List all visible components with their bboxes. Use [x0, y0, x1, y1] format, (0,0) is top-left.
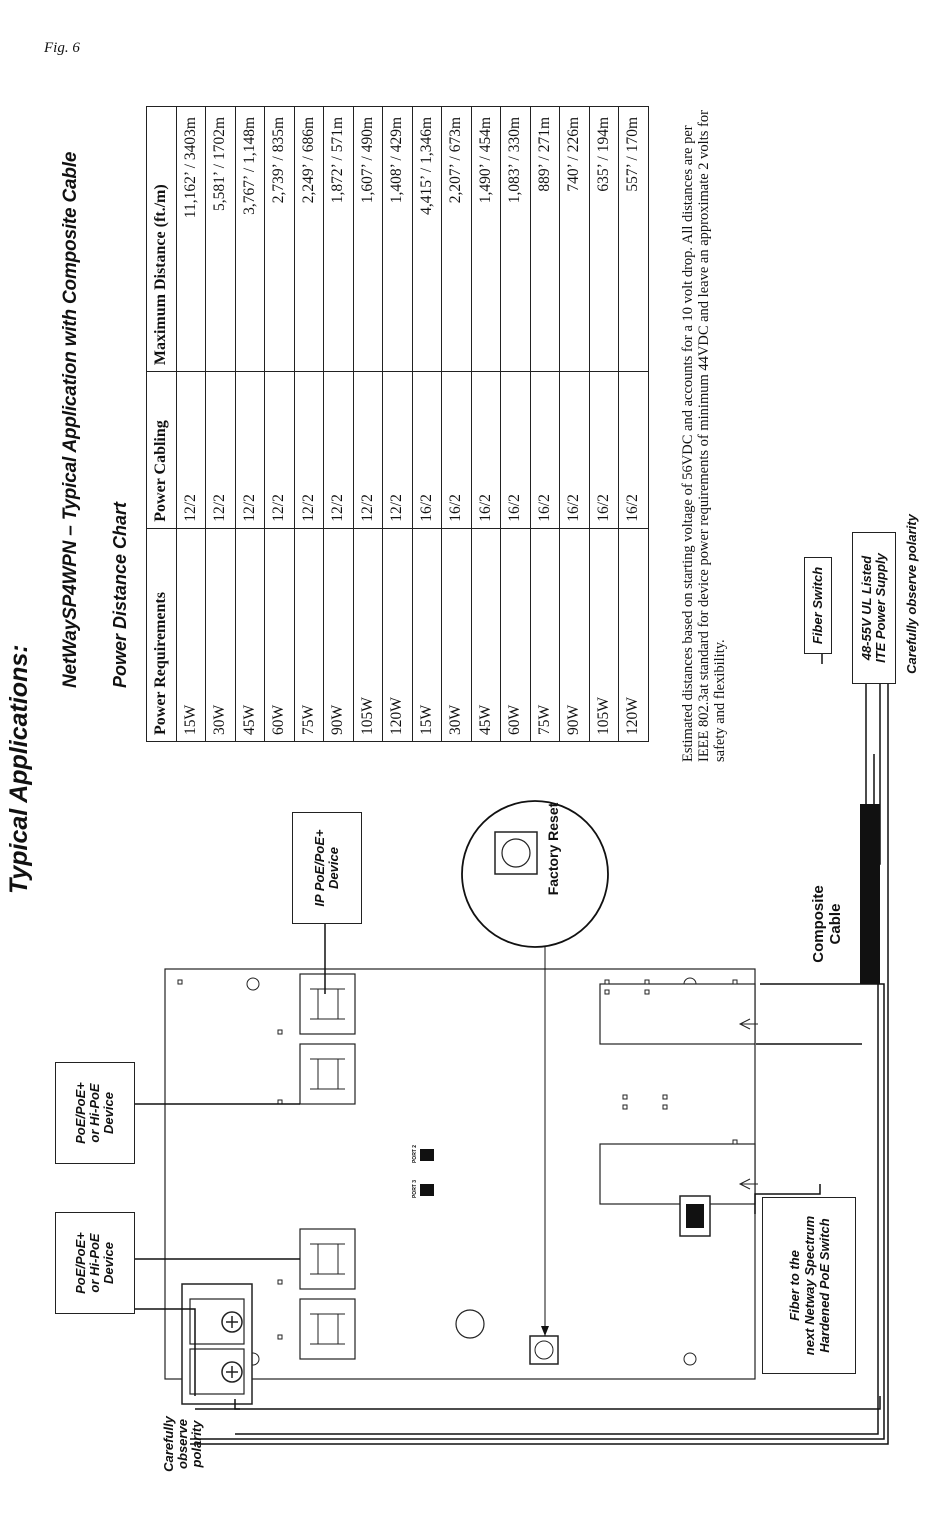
- power-cabling-cell: 12/2: [206, 372, 236, 529]
- max-distance-cell: 740’ / 226m: [560, 107, 590, 372]
- max-distance-cell: 1,490’ / 454m: [471, 107, 501, 372]
- power-cabling-cell: 12/2: [353, 372, 383, 529]
- max-distance-cell: 3,767’ / 1,148m: [235, 107, 265, 372]
- power-requirement-cell: 120W: [383, 528, 413, 741]
- fiber-switch-label: Fiber Switch: [810, 566, 825, 645]
- max-distance-cell: 557’ / 170m: [619, 107, 649, 372]
- max-distance-cell: 635’ / 194m: [589, 107, 619, 372]
- power-cabling-cell: 12/2: [383, 372, 413, 529]
- table-row: [206, 107, 236, 742]
- max-distance-cell: 1,083’ / 330m: [501, 107, 531, 372]
- power-cabling-cell: 12/2: [324, 372, 354, 529]
- sfp-cage: [600, 984, 755, 1044]
- power-requirement-cell: 45W: [235, 528, 265, 741]
- fiber-switch-box: [804, 557, 832, 654]
- col-power-cabling: Power Cabling: [147, 372, 177, 529]
- poe-device-label: PoE/PoE+: [73, 1232, 88, 1294]
- max-distance-cell: 2,207’ / 673m: [442, 107, 472, 372]
- power-cabling-cell: 16/2: [412, 372, 442, 529]
- table-body: [176, 107, 648, 742]
- port3-label: PORT 3: [412, 1179, 418, 1199]
- max-distance-cell: 4,415’ / 1,346m: [412, 107, 442, 372]
- max-distance-cell: 889’ / 271m: [530, 107, 560, 372]
- power-cabling-cell: 16/2: [501, 372, 531, 529]
- table-row: [471, 107, 501, 742]
- rj45-port-icon: [300, 1229, 355, 1289]
- rj45-port-icon: [300, 974, 355, 1034]
- power-cabling-cell: 12/2: [265, 372, 295, 529]
- power-requirement-cell: 90W: [560, 528, 590, 741]
- power-requirement-cell: 90W: [324, 528, 354, 741]
- poe-device-label: or Hi-PoE Device: [87, 1083, 116, 1143]
- page-title: Typical Applications:: [5, 644, 33, 894]
- table-row: [353, 107, 383, 742]
- port2-label: PORT 2: [412, 1144, 418, 1164]
- rj45-port-icon: [300, 1299, 355, 1359]
- power-requirement-cell: 120W: [619, 528, 649, 741]
- observe-polarity-left: Carefully observe polarity: [161, 1416, 204, 1472]
- figure-label: Fig. 6: [44, 40, 80, 56]
- power-supply-label: 48-55V UL Listed: [859, 555, 874, 661]
- power-supply-label: ITE Power Supply: [873, 553, 888, 663]
- power-requirement-cell: 105W: [353, 528, 383, 741]
- power-requirement-cell: 75W: [530, 528, 560, 741]
- power-cabling-cell: 16/2: [619, 372, 649, 529]
- col-power-requirements: Power Requirements: [147, 528, 177, 741]
- table-row: [619, 107, 649, 742]
- power-cabling-cell: 12/2: [235, 372, 265, 529]
- table-header-row: [147, 107, 177, 742]
- power-supply-box: [852, 532, 896, 684]
- sfp-cage: [600, 1144, 755, 1204]
- table-row: [176, 107, 206, 742]
- poe-device-label: PoE/PoE+: [73, 1082, 88, 1144]
- logo-icon: [456, 1310, 484, 1338]
- power-cabling-cell: 16/2: [442, 372, 472, 529]
- power-cabling-cell: 12/2: [176, 372, 206, 529]
- power-cabling-cell: 16/2: [530, 372, 560, 529]
- composite-cable-label: Composite Cable: [810, 885, 844, 963]
- max-distance-cell: 5,581’ / 1702m: [206, 107, 236, 372]
- table-row: [501, 107, 531, 742]
- page-subtitle: NetWaySP4WPN – Typical Application with Composite Cable: [60, 151, 81, 688]
- composite-cable: [860, 804, 880, 984]
- ip-device-label: IP PoE/PoE+: [312, 829, 327, 907]
- mount-hole-icon: [247, 978, 259, 990]
- chart-title: Power Distance Chart: [110, 501, 130, 688]
- power-requirement-cell: 30W: [442, 528, 472, 741]
- max-distance-cell: 1,872’ / 571m: [324, 107, 354, 372]
- power-requirement-cell: 60W: [501, 528, 531, 741]
- table-row: [589, 107, 619, 742]
- max-distance-cell: 1,408’ / 429m: [383, 107, 413, 372]
- poe-device-box-1: [55, 1062, 135, 1164]
- col-max-distance: Maximum Distance (ft./m): [147, 107, 177, 372]
- power-requirement-cell: 105W: [589, 528, 619, 741]
- table-row: [560, 107, 590, 742]
- poe-device-label: or Hi-PoE Device: [87, 1233, 116, 1293]
- jumper-port3: [420, 1184, 434, 1196]
- ip-device-box: [292, 812, 362, 924]
- table-row: [265, 107, 295, 742]
- table-row: [383, 107, 413, 742]
- table-row: [530, 107, 560, 742]
- max-distance-cell: 2,249’ / 686m: [294, 107, 324, 372]
- rj45-port-icon: [300, 1044, 355, 1104]
- power-requirement-cell: 15W: [412, 528, 442, 741]
- max-distance-cell: 11,162’ / 3403m: [176, 107, 206, 372]
- power-requirement-cell: 45W: [471, 528, 501, 741]
- power-cabling-cell: 16/2: [560, 372, 590, 529]
- observe-polarity-label: Carefully observe polarity: [904, 514, 919, 674]
- jumper-port2: [420, 1149, 434, 1161]
- power-requirement-cell: 75W: [294, 528, 324, 741]
- table-row: [324, 107, 354, 742]
- power-requirement-cell: 30W: [206, 528, 236, 741]
- ip-device-label: Device: [326, 847, 341, 889]
- power-cabling-cell: 16/2: [471, 372, 501, 529]
- max-distance-cell: 1,607’ / 490m: [353, 107, 383, 372]
- factory-reset-label: Factory Reset: [545, 802, 561, 896]
- power-requirement-cell: 60W: [265, 528, 295, 741]
- poe-device-box-2: [55, 1212, 135, 1314]
- table-row: [412, 107, 442, 742]
- power-cabling-cell: 12/2: [294, 372, 324, 529]
- table-row: [235, 107, 265, 742]
- table-row: [294, 107, 324, 742]
- max-distance-cell: 2,739’ / 835m: [265, 107, 295, 372]
- power-requirement-cell: 15W: [176, 528, 206, 741]
- mount-hole-icon: [684, 1353, 696, 1365]
- fiber-next-box: Fiber to the next Netway Spectrum Hardened PoE Switch: [762, 1197, 856, 1374]
- power-distance-table: [146, 106, 649, 742]
- power-cabling-cell: 16/2: [589, 372, 619, 529]
- table-row: [442, 107, 472, 742]
- chart-note: Estimated distances based on starting voltage of 56VDC and accounts for a 10 volt drop. All distances are per IEEE 802.3at standard for device power requirements of minimum 44VDC and leave an approximate 2 volts for safety and flexibility.: [680, 110, 728, 762]
